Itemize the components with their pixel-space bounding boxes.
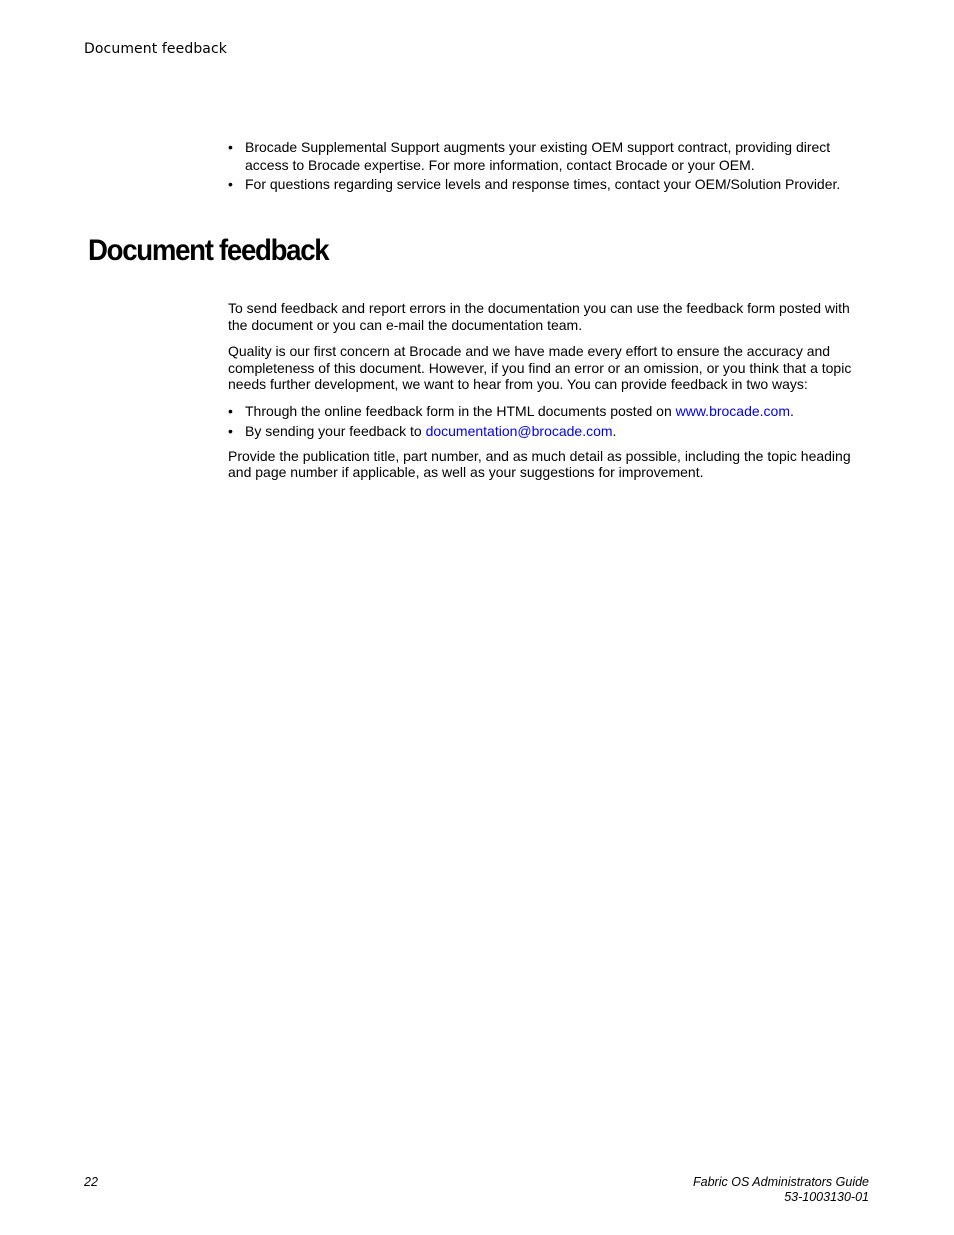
list-item [228,403,868,420]
running-header: Document feedback [84,41,227,57]
paragraph-details: Provide the publication title, part number, and as much detail as possible, including the topic heading and page number if applicable, as well as your suggestions for improvement. [228,447,851,480]
paragraph-quality: Quality is our first concern at Brocade and we have made every effort to ensure the accuracy and completeness of this document. However, if you find an error or an omission, or you think that a topic needs further development, we want to hear from you. You can provide feedback in two ways: [228,343,852,392]
footer-doc-number: 53-1003130-01 [784,1190,869,1204]
bullet-icon: • [228,176,233,192]
list-item-suffix: . [612,422,617,439]
bullet-icon: • [228,139,233,155]
list-item-text: For questions regarding service levels and response times, contact your OEM/Solution Provider. [245,176,841,192]
list-item-text: Brocade Supplemental Support augments your existing OEM support contract, providing direct access to Brocade expertise. For more information, contact Brocade or your OEM. [245,139,831,173]
bullet-icon: • [228,402,233,419]
list-item-prefix: Through the online feedback form in the HTML documents posted on [245,402,676,419]
list-item [228,423,868,440]
documentation-email-link[interactable]: documentation@brocade.com [425,422,613,439]
section-body [228,300,868,491]
list-item-suffix: . [790,402,794,419]
footer-doc-info [693,1175,869,1205]
paragraph-intro: To send feedback and report errors in the documentation you can use the feedback form posted with the document or you can e-mail the documentation team. [228,300,850,333]
section-title: Document feedback [88,234,329,267]
bullet-icon: • [228,422,233,439]
footer-doc-title: Fabric OS Administrators Guide [693,1175,869,1189]
support-bullet-list [228,138,868,194]
list-item [228,138,868,174]
list-item [228,175,868,193]
list-item-prefix: By sending your feedback to [245,422,426,439]
brocade-website-link[interactable]: www.brocade.com [675,402,791,419]
feedback-method-list [228,403,868,440]
page-number: 22 [84,1175,98,1189]
